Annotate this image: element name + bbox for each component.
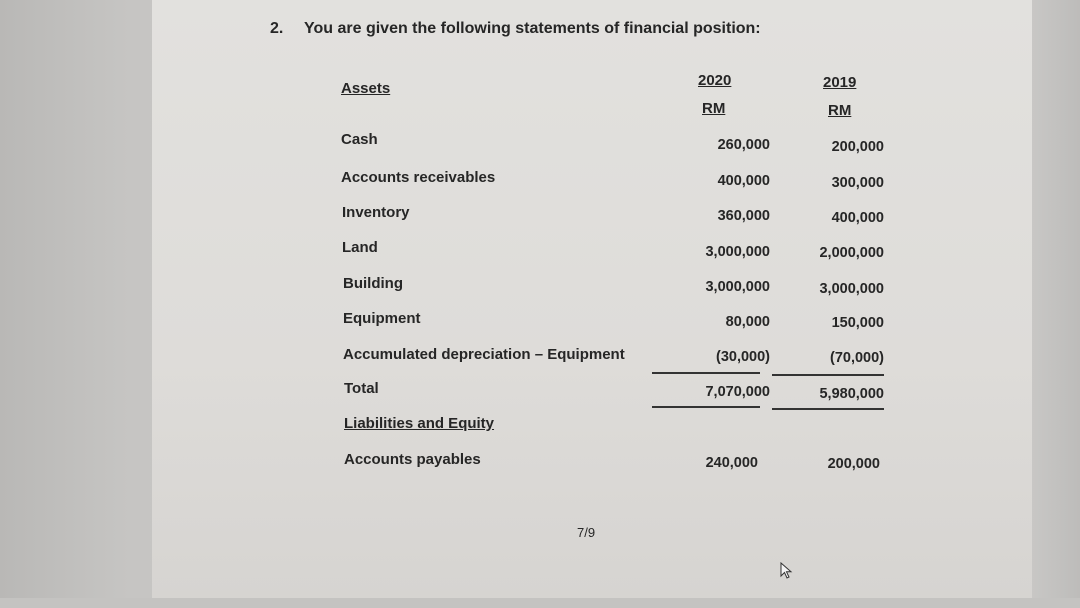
row-label-land: Land — [342, 239, 378, 256]
unit-2019-header: RM — [828, 102, 852, 119]
equipment-2020: 80,000 — [725, 314, 770, 330]
year-2020-header: 2020 — [698, 72, 732, 89]
accounts-payables-2020: 240,000 — [705, 455, 758, 471]
row-label-total: Total — [344, 380, 379, 397]
row-label-cash: Cash — [341, 131, 378, 148]
question-text: You are given the following statements of financial position: — [304, 20, 761, 37]
subtotal-rule-2020 — [652, 372, 760, 374]
land-2019: 2,000,000 — [819, 245, 884, 261]
year-2019-header: 2019 — [823, 74, 857, 91]
inventory-2020: 360,000 — [717, 208, 770, 224]
document-page — [152, 0, 1032, 600]
accounts-payables-2019: 200,000 — [827, 456, 880, 472]
accounts-receivables-2020: 400,000 — [717, 173, 770, 189]
total-2020: 7,070,000 — [705, 384, 770, 400]
cash-2019: 200,000 — [831, 139, 884, 155]
inventory-2019: 400,000 — [831, 210, 884, 226]
subtotal-rule-2019 — [772, 374, 884, 376]
cash-2020: 260,000 — [717, 137, 770, 153]
land-2020: 3,000,000 — [705, 244, 770, 260]
row-label-accounts-receivables: Accounts receivables — [341, 169, 496, 186]
unit-2020-header: RM — [702, 100, 726, 117]
assets-heading: Assets — [341, 80, 391, 97]
row-label-building: Building — [343, 275, 403, 292]
equipment-2019: 150,000 — [831, 315, 884, 331]
screen-edge — [1032, 0, 1080, 608]
row-label-equipment: Equipment — [343, 310, 421, 327]
building-2019: 3,000,000 — [819, 281, 884, 297]
accounts-receivables-2019: 300,000 — [831, 175, 884, 191]
total-rule-2019 — [772, 408, 884, 410]
accumulated-depreciation-2019: (70,000) — [829, 350, 884, 366]
row-label-accounts-payables: Accounts payables — [344, 451, 481, 468]
accumulated-depreciation-2020: (30,000) — [715, 349, 770, 365]
question-number: 2. — [270, 20, 284, 37]
row-label-inventory: Inventory — [342, 204, 410, 221]
liabilities-equity-heading: Liabilities and Equity — [344, 415, 495, 432]
screen-bottom-edge — [0, 598, 1080, 608]
row-label-accumulated-depreciation: Accumulated depreciation – Equipment — [343, 346, 625, 363]
page-number: 7/9 — [577, 525, 596, 540]
total-rule-2020 — [652, 406, 760, 408]
mouse-pointer-icon — [780, 562, 794, 580]
total-2019: 5,980,000 — [819, 386, 884, 402]
building-2020: 3,000,000 — [705, 279, 770, 295]
